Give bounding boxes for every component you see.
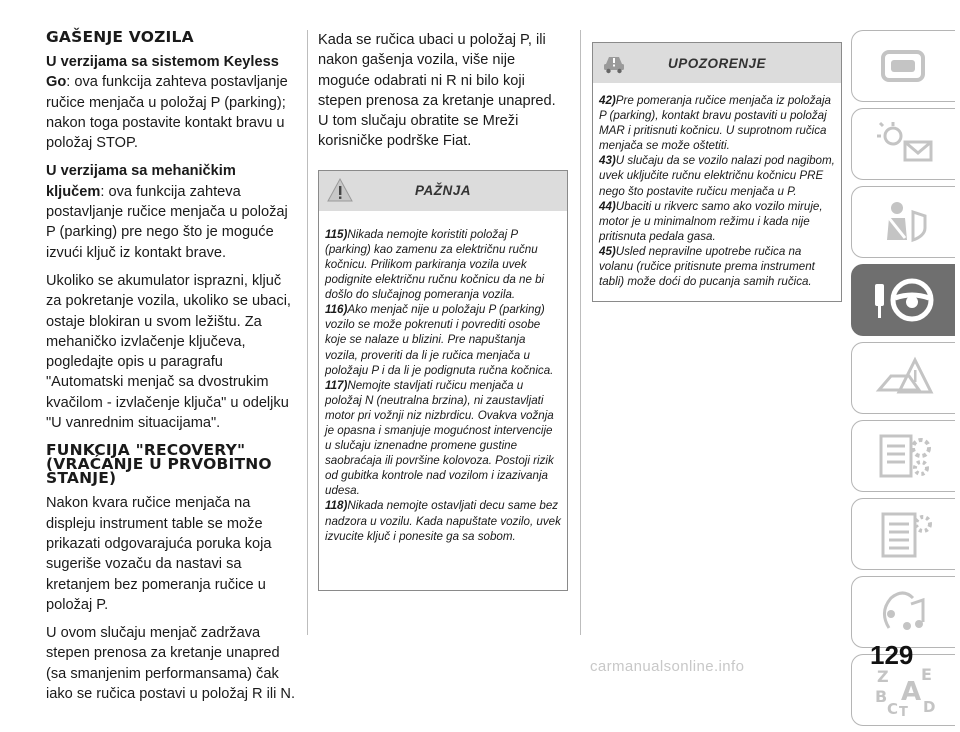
section-heading-recovery: FUNKCIJA "RECOVERY" (VRAĆANJE U PRVOBITNO STANJE) — [46, 441, 272, 488]
warning-box-header — [593, 43, 841, 83]
chapter-tabs — [851, 30, 955, 732]
note-45: 45)Usled nepravilne upotrebe ručica na volanu (ručice pritisnute prema instrument tabli) može doći do pucanja samih ručica. — [599, 244, 815, 289]
paragraph-keyless: U verzijama sa sistemom Keyless Go: ova funkcija zahteva postavljanje ručice menjača u položaj P (parking); nakon toga postavite kontakt bravu u položaj STOP. — [46, 54, 288, 152]
caution-box-header — [319, 171, 567, 211]
steering-key-icon — [869, 272, 939, 328]
note-116: 116)Ako menjač nije u položaju P (parking) vozilo se može pokrenuti i povrediti osobe koje se nalaze u blizini. Pre napuštanja vozila, proveriti da li je ručica menjača u položaju P i da li je podignuta ručna kočnica. — [325, 303, 554, 377]
page-number: 129 — [870, 640, 914, 670]
emergency-icon — [869, 350, 939, 406]
multimedia-icon — [869, 584, 939, 640]
paragraph-recovery-1: Nakon kvara ručice menjača na displeju instrument table se može prikazati odgovarajuća poruka koja sugeriše vozaču da nastavi sa kretanjem bez pomeranja ručice u položaj P. — [46, 495, 272, 613]
note-42: 42)Pre pomeranja ručice menjača iz položaja P (parking), kontakt bravu postaviti u položaj MAR i pritisnuti kočnicu. U suprotnom ručica menjača se može oštetiti. — [599, 94, 832, 153]
paragraph-recovery-2: U ovom slučaju menjač zadržava stepen prenosa za kretanje unapred (sa smanjenim performansama) čak iako se ručica postavi u položaj R ili N. — [46, 625, 296, 703]
tab-maintenance[interactable] — [851, 420, 955, 492]
tab-technical-data[interactable] — [851, 498, 955, 570]
watermark: carmanualsonline.info — [590, 658, 745, 675]
tab-safety[interactable] — [851, 186, 955, 258]
caution-box-body — [319, 211, 567, 590]
index-letter-t: T — [898, 705, 908, 718]
tab-emergency[interactable] — [851, 342, 955, 414]
tab-multimedia[interactable] — [851, 576, 955, 648]
note-43: 43)U slučaju da se vozilo nalazi pod nagibom, uvek uključite ručnu električnu kočnicu PRE nego što postavite ručicu menjača u P. — [599, 154, 835, 198]
dashboard-icon — [869, 38, 939, 94]
note-118: 118)Nikada nemojte ostavljati decu same bez nadzora u vozilu. Kada napuštate vozilo, uvek izvucite ključ i ponesite ga sa sobom. — [325, 499, 561, 543]
note-44: 44)Ubaciti u rikverc samo ako vozilo miruje, motor je u minimalnom režimu i kada nije pritisnuta pedala gasa. — [599, 199, 823, 243]
warning-box-title: UPOZORENJE — [667, 55, 767, 71]
warning-box-body — [593, 83, 841, 301]
note-115: 115)Nikada nemojte koristiti položaj P (parking) kao zamenu za električnu ručnu kočnicu. Prilikom parkiranja vozila uvek podignite električnu ručnu kočnicu da ne bi došlo do slučajnog pomeranja vozila. — [325, 227, 545, 302]
index-letter-d: D — [922, 698, 935, 716]
technical-data-icon — [869, 506, 939, 562]
column-left — [46, 30, 296, 712]
index-letter-b: B — [874, 687, 887, 706]
column-right — [592, 42, 842, 302]
maintenance-icon — [869, 428, 939, 484]
paragraph-position-p: Kada se ručica ubaci u položaj P, ili nakon gašenja vozila, više nije moguće odabrati ni R ni bilo koji stepen prenosa za kretanje unapred. U tom slučaju obratite se Mreži korisničke podrške Fiat. — [318, 32, 556, 150]
warning-triangle-icon — [327, 177, 353, 203]
column-divider — [307, 30, 308, 635]
caution-box — [318, 170, 568, 591]
car-warning-icon — [601, 49, 627, 75]
section-heading-engine-off: GAŠENJE VOZILA — [46, 28, 194, 46]
tab-lights-warnings[interactable] — [851, 108, 955, 180]
lights-warning-icon — [869, 116, 939, 172]
caution-box-title: PAŽNJA — [414, 183, 471, 199]
index-letter-c: C — [886, 700, 898, 718]
column-divider — [580, 30, 581, 635]
column-middle — [318, 30, 568, 591]
warning-box — [592, 42, 842, 302]
tab-starting-driving[interactable] — [851, 264, 955, 336]
index-letter-z: Z — [876, 667, 889, 686]
paragraph-mechanical-key: U verzijama sa mehaničkim ključem: ova funkcija zahteva postavljanje ručice menjača u položaj P (parking) pre nego što je moguće izvući ključ iz kontakt brave. — [46, 163, 288, 261]
index-letter-e: E — [920, 665, 932, 684]
safety-icon — [869, 194, 939, 250]
paragraph-battery: Ukoliko se akumulator isprazni, ključ za pokretanje vozila, ukoliko se ubaci, ostaje blokiran u svom ležištu. Za mehaničko izvlačenje ključeva, pogledajte opis u paragrafu "Automatski menjač sa dvostrukim kvačilom - izvlačenje ključa" u odeljku "U vanrednim situacijama". — [46, 272, 291, 432]
tab-dashboard[interactable] — [851, 30, 955, 102]
index-letter-a: A — [900, 677, 921, 707]
note-117: 117)Nemojte stavljati ručicu menjača u položaj N (neutralna brzina), ni zaustavljati motor pri vožnji niz nizbrdicu. Ovakva vožnja je opasna i smanjuje mogućnost intervencije u slučaju iznenadne promene gustine saobraćaja ili površine kolovoza. Postoji rizik od gubitka kontrole nad vozilom i izazivanja udesa. — [325, 378, 554, 498]
